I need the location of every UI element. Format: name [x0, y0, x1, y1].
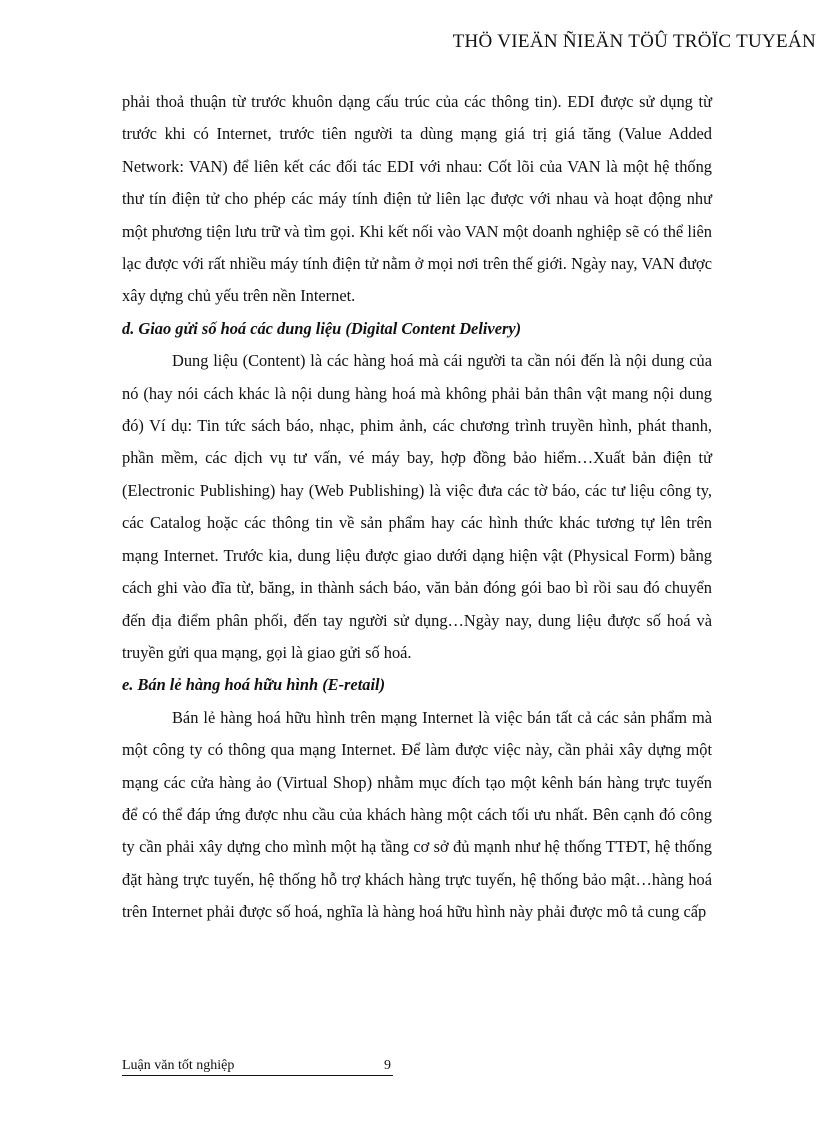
paragraph-edi-van: phải thoả thuận từ trước khuôn dạng cấu trúc của các thông tin). EDI được sử dụng từ trước khi có Internet, trước tiên người ta dùng mạng giá trị giá tăng (Value Added Network: VAN) để liên kết các đối tác EDI với nhau: Cốt lõi của VAN là một hệ thống thư tín điện tử cho phép các máy tính điện tử liên lạc được với nhau và hoạt động như một phương tiện lưu trữ và tìm gọi. Khi kết nối vào VAN một doanh nghiệp sẽ có thể liên lạc được với rất nhiều máy tính điện tử nằm ở mọi nơi trên thế giới. Ngày nay, VAN được xây dựng chủ yếu trên nền Internet. [122, 92, 712, 306]
paragraph-e-retail: Bán lẻ hàng hoá hữu hình trên mạng Internet là việc bán tất cả các sản phẩm mà một công ty có thông qua mạng Internet. Để làm được việc này, cần phải xây dựng một mạng các cửa hàng ảo (Virtual Shop) nhằm mục đích tạo một kênh bán hàng trực tuyến để có thể đáp ứng được nhu cầu của khách hàng một cách tối ưu nhất. Bên cạnh đó công ty cần phải xây dựng cho mình một hạ tầng cơ sở đủ mạnh như hệ thống TTĐT, hệ thống đặt hàng trực tuyến, hệ thống hỗ trợ khách hàng trực tuyến, hệ thống bảo mật…hàng hoá trên Internet phải được số hoá, nghĩa là hàng hoá hữu hình này phải được mô tả cung cấp [122, 707, 712, 922]
section-heading-e: e. Bán lẻ hàng hoá hữu hình (E-retail) [122, 675, 386, 695]
page-footer [122, 1056, 393, 1076]
page-number: 9 [384, 1058, 391, 1073]
paragraph-digital-content: Dung liệu (Content) là các hàng hoá mà cái người ta cần nói đến là nội dung của nó (hay nói cách khác là nội dung hàng hoá mà không phải bản thân vật mang nội dung đó) Ví dụ: Tin tức sách báo, nhạc, phim ảnh, các chương trình truyền hình, phát thanh, phần mềm, các dịch vụ tư vấn, vé máy bay, hợp đồng bảo hiểm…Xuất bản điện tử (Electronic Publishing) hay (Web Publishing) là việc đưa các tờ báo, các tư liệu công ty, các Catalog hoặc các thông tin về sản phẩm hay các hình thức khác tương tự lên trên mạng Internet. Trước kia, dung liệu được giao dưới dạng hiện vật (Physical Form) bằng cách ghi vào đĩa từ, băng, in thành sách báo, văn bản đóng gói bao bì rồi sau đó chuyển đến địa điểm phân phối, đến tay người sử dụng…Ngày nay, dung liệu được số hoá và truyền gửi qua mạng, gọi là giao gửi số hoá. [122, 351, 712, 662]
section-heading-d: d. Giao gửi số hoá các dung liệu (Digital Content Delivery) [122, 318, 522, 338]
running-header: THÖ VIEÄN ÑIEÄN TÖÛ TRÖÏC TUYEÁN [452, 31, 816, 52]
footer-label: Luận văn tốt nghiệp [122, 1058, 235, 1073]
page-body [122, 86, 712, 929]
